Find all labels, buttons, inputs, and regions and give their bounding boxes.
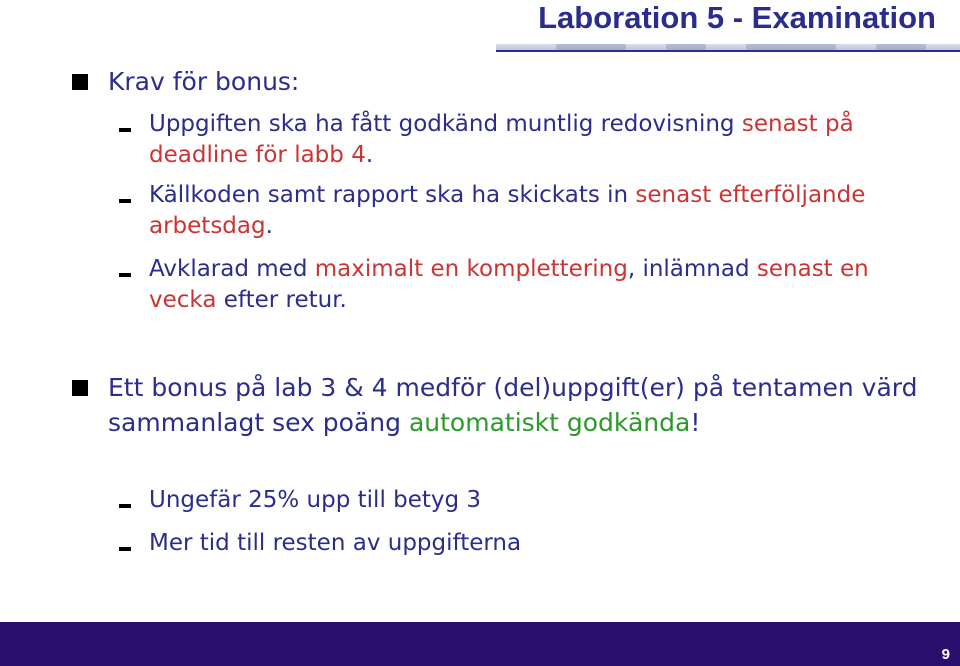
dash-bullet-icon: [119, 273, 131, 277]
text-highlight: senast en vecka: [149, 256, 869, 313]
sub-bullet: [149, 485, 929, 516]
bullet-text: Krav för bonus:: [108, 67, 300, 96]
dash-bullet-icon: [119, 547, 131, 551]
text-normal: Uppgiften ska ha fått godkänd muntlig redovisning: [149, 111, 742, 137]
footer-bar: [0, 622, 960, 666]
band-decoration: [556, 44, 626, 52]
sub-bullet: [149, 109, 929, 171]
text-highlight: maximalt en komplettering: [314, 256, 628, 282]
text-normal: Avklarad med: [149, 256, 315, 282]
text-highlight: automatiskt godkända: [408, 408, 691, 437]
dash-bullet-icon: [119, 504, 131, 508]
text-highlight: senast efterföljande arbetsdag: [149, 182, 866, 239]
sub-bullet: [149, 180, 929, 242]
band-decoration: [666, 44, 706, 52]
text-normal: Källkoden samt rapport ska ha skickats in: [149, 182, 636, 208]
sub-bullet: [149, 254, 929, 316]
text-normal: efter retur.: [216, 287, 347, 313]
text-normal: .: [265, 213, 273, 239]
slide-title: Laboration 5 - Examination: [538, 0, 936, 35]
text-normal: , inlämnad: [627, 256, 757, 282]
dash-bullet-icon: [119, 199, 131, 203]
title-underline-band: [496, 44, 960, 52]
band-decoration: [876, 44, 926, 52]
text-normal: .: [365, 142, 374, 168]
sub-bullet: [149, 528, 929, 559]
bullet-bonus-effect: [108, 370, 918, 440]
bullet-text: Ungefär 25% upp till betyg 3: [149, 487, 482, 513]
bullet-text: Mer tid till resten av uppgifterna: [149, 530, 522, 556]
bullet-bonus-requirements: [108, 64, 918, 99]
text-highlight: senast på deadline för labb 4: [149, 111, 854, 168]
band-decoration: [746, 44, 836, 52]
page-number: 9: [941, 646, 950, 663]
square-bullet-icon: [72, 74, 88, 90]
text-normal: !: [690, 408, 701, 437]
square-bullet-icon: [72, 380, 88, 396]
dash-bullet-icon: [119, 128, 131, 132]
text-normal: Ett bonus på lab 3 & 4 medför (del)uppgift(er) på tentamen värd sammanlagt sex poäng: [108, 373, 918, 437]
